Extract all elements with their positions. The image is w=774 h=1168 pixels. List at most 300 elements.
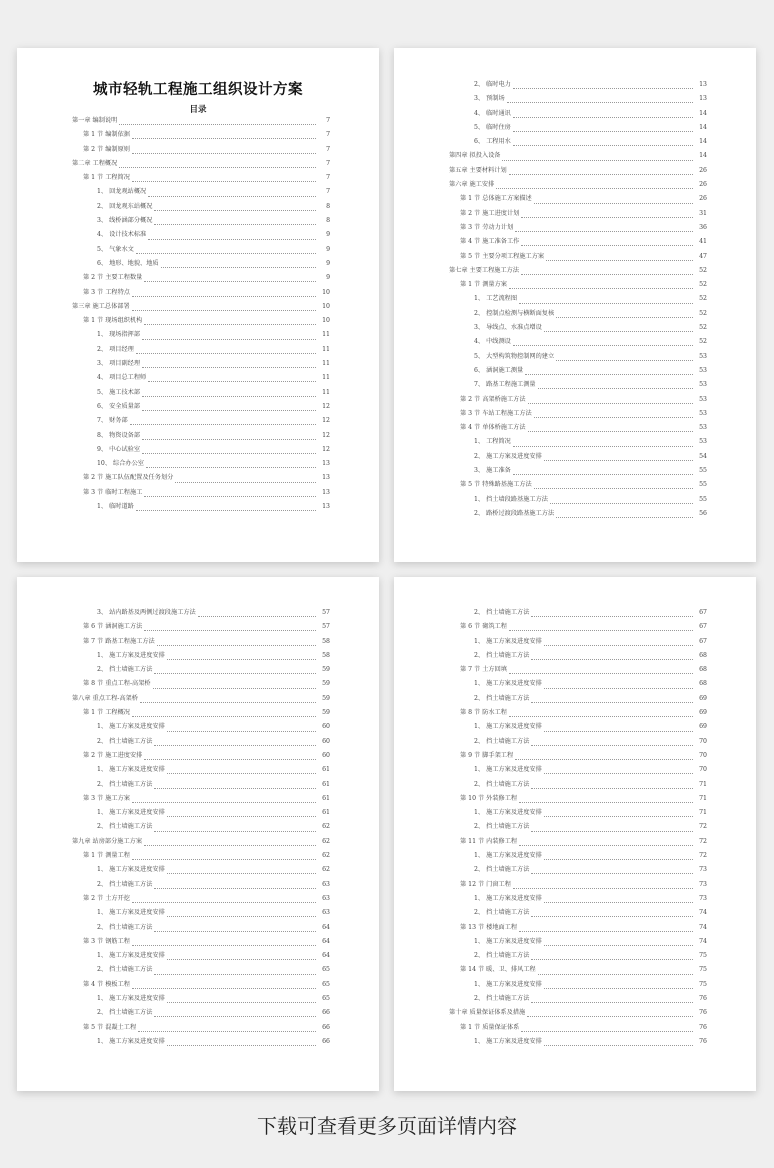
toc-entry[interactable] <box>394 408 756 422</box>
toc-entry[interactable] <box>394 922 756 936</box>
toc-leader-dots <box>527 1011 693 1017</box>
toc-entry[interactable] <box>394 150 756 164</box>
toc-entry[interactable] <box>394 779 756 793</box>
toc-entry[interactable] <box>394 1036 756 1050</box>
toc-entry[interactable] <box>17 721 379 735</box>
toc-entry-page-number: 69 <box>699 709 707 717</box>
toc-entry[interactable] <box>17 129 379 143</box>
toc-entry[interactable] <box>17 621 379 635</box>
toc-entry[interactable] <box>394 108 756 122</box>
toc-entry-page-number: 75 <box>699 966 707 974</box>
toc-entry[interactable] <box>394 821 756 835</box>
toc-entry[interactable] <box>394 879 756 893</box>
toc-leader-dots <box>142 405 316 411</box>
toc-entry[interactable] <box>394 678 756 692</box>
toc-entry-page-number: 7 <box>326 145 330 153</box>
toc-entry-page-number: 75 <box>699 952 707 960</box>
toc-entry[interactable] <box>394 793 756 807</box>
toc-entry[interactable] <box>394 636 756 650</box>
toc-entry[interactable] <box>17 864 379 878</box>
toc-leader-dots <box>513 469 693 475</box>
toc-entry[interactable] <box>394 322 756 336</box>
toc-entry[interactable] <box>394 365 756 379</box>
toc-leader-dots <box>154 205 316 211</box>
toc-leader-dots <box>525 369 693 375</box>
toc-entry-title: 4、 项目总工程师 <box>97 374 147 382</box>
toc-leader-dots <box>154 969 316 975</box>
document-page-3 <box>17 577 379 1091</box>
toc-entry[interactable] <box>394 650 756 664</box>
toc-entry-page-number: 73 <box>699 866 707 874</box>
toc-leader-dots <box>544 726 693 732</box>
toc-entry[interactable] <box>17 315 379 329</box>
toc-entry[interactable] <box>17 636 379 650</box>
toc-entry-page-number: 60 <box>322 737 330 745</box>
toc-entry-page-number: 58 <box>322 637 330 645</box>
toc-entry-page-number: 7 <box>326 117 330 124</box>
toc-entry[interactable] <box>17 215 379 229</box>
toc-entry[interactable] <box>394 836 756 850</box>
toc-entry[interactable] <box>394 693 756 707</box>
toc-entry-page-number: 64 <box>322 937 330 945</box>
toc-entry[interactable] <box>17 678 379 692</box>
toc-entry-title: 2、 回龙观东站概况 <box>97 202 153 210</box>
toc-leader-dots <box>519 926 693 932</box>
toc-entry-page-number: 72 <box>699 852 707 860</box>
toc-entry-title: 1、 施工方案及进度安排 <box>97 952 165 960</box>
toc-entry-page-number: 8 <box>326 217 330 225</box>
toc-entry[interactable] <box>17 172 379 186</box>
toc-leader-dots <box>136 348 316 354</box>
toc-entry[interactable] <box>394 850 756 864</box>
toc-leader-dots <box>153 683 316 689</box>
toc-entry[interactable] <box>394 907 756 921</box>
toc-leader-dots <box>138 1026 316 1032</box>
toc-entry-page-number: 68 <box>699 680 707 688</box>
toc-entry[interactable] <box>17 964 379 978</box>
toc-entry[interactable] <box>394 864 756 878</box>
toc-entry-title: 7、 财务部 <box>97 417 128 425</box>
toc-entry[interactable] <box>17 907 379 921</box>
toc-leader-dots <box>167 997 316 1003</box>
toc-entry[interactable] <box>394 451 756 465</box>
toc-entry[interactable] <box>394 736 756 750</box>
toc-entry[interactable] <box>394 607 756 621</box>
toc-entry-page-number: 13 <box>322 488 330 496</box>
toc-entry-title: 2、 施工方案及进度安排 <box>474 452 542 460</box>
toc-entry[interactable] <box>17 144 379 158</box>
toc-entry[interactable] <box>17 401 379 415</box>
toc-entry-page-number: 52 <box>699 324 707 332</box>
toc-leader-dots <box>507 97 693 103</box>
toc-entry-title: 1、 施工方案及进度安排 <box>474 852 542 860</box>
toc-entry[interactable] <box>17 487 379 501</box>
toc-entry-page-number: 9 <box>326 245 330 253</box>
toc-entry-page-number: 26 <box>699 195 707 203</box>
toc-entry-page-number: 67 <box>699 623 707 631</box>
toc-entry-page-number: 12 <box>322 431 330 439</box>
toc-entry[interactable] <box>394 807 756 821</box>
toc-entry-page-number: 14 <box>699 109 707 117</box>
toc-leader-dots <box>132 148 316 154</box>
toc-entry-page-number: 8 <box>326 202 330 210</box>
toc-entry-title: 第一章 编制说明 <box>72 117 118 124</box>
toc-leader-dots <box>528 398 693 404</box>
toc-entry[interactable] <box>17 287 379 301</box>
toc-entry[interactable] <box>17 750 379 764</box>
toc-entry-title: 1、 施工方案及进度安排 <box>474 894 542 902</box>
toc-entry[interactable] <box>17 1022 379 1036</box>
toc-leader-dots <box>544 897 693 903</box>
toc-entry-title: 第 1 节 工程概况 <box>83 709 130 717</box>
toc-entry[interactable] <box>394 79 756 93</box>
toc-entry-title: 第 9 节 脚手架工程 <box>460 751 514 759</box>
toc-entry-page-number: 41 <box>699 238 707 246</box>
toc-entry[interactable] <box>394 93 756 107</box>
toc-entry-title: 第 8 节 防水工程 <box>460 709 507 717</box>
toc-entry-page-number: 64 <box>322 923 330 931</box>
toc-entry-page-number: 71 <box>699 809 707 817</box>
toc-entry-page-number: 76 <box>699 995 707 1003</box>
toc-leader-dots <box>161 262 316 268</box>
toc-leader-dots <box>544 455 693 461</box>
toc-entry[interactable] <box>17 650 379 664</box>
toc-entry-title: 5、 大型构筑物控制网的建立 <box>474 352 555 360</box>
toc-entry-page-number: 36 <box>699 223 707 231</box>
toc-entry[interactable] <box>17 736 379 750</box>
toc-leader-dots <box>132 983 316 989</box>
toc-entry-page-number: 52 <box>699 338 707 346</box>
toc-leader-dots <box>148 234 316 240</box>
toc-entry[interactable] <box>17 186 379 200</box>
toc-entry-page-number: 66 <box>322 1009 330 1017</box>
toc-entry[interactable] <box>17 850 379 864</box>
toc-leader-dots <box>146 462 316 468</box>
toc-entry-page-number: 62 <box>322 823 330 831</box>
toc-entry-title: 第 2 节 施工进度安排 <box>83 751 143 759</box>
toc-entry[interactable] <box>394 165 756 179</box>
toc-entry[interactable] <box>17 501 379 515</box>
toc-entry-title: 1、 施工方案及进度安排 <box>97 909 165 917</box>
toc-entry-page-number: 53 <box>699 352 707 360</box>
toc-entry-page-number: 7 <box>326 174 330 182</box>
toc-entry-title: 第 2 节 编制原则 <box>83 145 130 153</box>
toc-entry-title: 第 1 节 工程简况 <box>83 174 130 182</box>
toc-entry-title: 第九章 站房部分施工方案 <box>72 837 143 845</box>
toc-entry[interactable] <box>394 621 756 635</box>
toc-entry[interactable] <box>17 115 379 129</box>
toc-entry-page-number: 67 <box>699 609 707 616</box>
toc-entry-title: 2、 挡土墙施工方法 <box>474 609 530 616</box>
toc-entry[interactable] <box>394 122 756 136</box>
toc-leader-dots <box>515 754 693 760</box>
toc-entry[interactable] <box>17 879 379 893</box>
toc-entry[interactable] <box>394 394 756 408</box>
toc-entry-title: 第 6 节 涵洞施工方法 <box>83 623 143 631</box>
toc-entry-title: 第 12 节 门窗工程 <box>460 880 511 888</box>
toc-entry[interactable] <box>17 821 379 835</box>
toc-entry-page-number: 13 <box>699 81 707 88</box>
toc-entry[interactable] <box>394 664 756 678</box>
toc-entry[interactable] <box>394 193 756 207</box>
toc-entry[interactable] <box>17 607 379 621</box>
toc-entry[interactable] <box>394 379 756 393</box>
toc-entry-page-number: 14 <box>699 152 707 160</box>
toc-entry[interactable] <box>394 979 756 993</box>
toc-leader-dots <box>513 340 693 346</box>
toc-entry[interactable] <box>17 444 379 458</box>
toc-entry-title: 2、 临时电力 <box>474 81 511 88</box>
toc-leader-dots <box>534 483 693 489</box>
toc-entry[interactable] <box>394 750 756 764</box>
toc-entry-page-number: 56 <box>699 509 707 517</box>
toc-leader-dots <box>167 726 316 732</box>
toc-entry-title: 第 10 节 外装修工程 <box>460 794 518 802</box>
toc-entry-page-number: 76 <box>699 1023 707 1031</box>
toc-entry[interactable] <box>17 807 379 821</box>
toc-leader-dots <box>531 868 693 874</box>
toc-leader-dots <box>144 625 316 631</box>
toc-entry-page-number: 63 <box>322 909 330 917</box>
toc-leader-dots <box>531 740 693 746</box>
toc-entry-title: 第八章 重点工程-高架桥 <box>72 694 138 702</box>
toc-entry-title: 第 2 节 土方开挖 <box>83 894 130 902</box>
toc-entry[interactable] <box>394 236 756 250</box>
toc-entry[interactable] <box>17 979 379 993</box>
toc-entry[interactable] <box>394 351 756 365</box>
toc-entry[interactable] <box>394 136 756 150</box>
toc-entry-page-number: 61 <box>322 766 330 774</box>
toc-entry-title: 2、 路桥过渡段路基施工方法 <box>474 509 555 517</box>
toc-entry[interactable] <box>394 222 756 236</box>
toc-leader-dots <box>144 319 316 325</box>
toc-leader-dots <box>144 491 316 497</box>
toc-entry[interactable] <box>17 387 379 401</box>
toc-entry-page-number: 61 <box>322 794 330 802</box>
toc-entry-title: 第 1 节 总体施工方案描述 <box>460 195 532 203</box>
toc-entry-title: 第五章 主要材料计划 <box>449 166 507 174</box>
toc-entry[interactable] <box>17 950 379 964</box>
toc-leader-dots <box>509 711 693 717</box>
toc-entry[interactable] <box>17 764 379 778</box>
toc-leader-dots <box>521 269 693 275</box>
toc-leader-dots <box>148 376 316 382</box>
toc-entry[interactable] <box>394 1022 756 1036</box>
toc-entry[interactable] <box>394 208 756 222</box>
toc-leader-dots <box>154 219 316 225</box>
toc-entry-page-number: 76 <box>699 1037 707 1045</box>
toc-entry-page-number: 53 <box>699 424 707 432</box>
toc-heading: 目录 <box>189 105 207 115</box>
toc-entry[interactable] <box>394 465 756 479</box>
toc-entry[interactable] <box>17 993 379 1007</box>
toc-entry-page-number: 71 <box>699 794 707 802</box>
toc-entry-title: 1、 施工方案及进度安排 <box>97 809 165 817</box>
toc-leader-dots <box>528 426 693 432</box>
toc-entry-title: 1、 施工方案及进度安排 <box>97 1037 165 1045</box>
toc-entry-title: 5、 气象水文 <box>97 245 134 253</box>
toc-entry[interactable] <box>17 1007 379 1021</box>
toc-entry-title: 第 7 节 路基工程施工方法 <box>83 637 155 645</box>
toc-entry-page-number: 11 <box>322 345 330 353</box>
toc-entry-page-number: 14 <box>699 123 707 131</box>
toc-entry-page-number: 70 <box>699 751 707 759</box>
toc-entry[interactable] <box>17 244 379 258</box>
toc-leader-dots <box>167 654 316 660</box>
toc-entry[interactable] <box>17 430 379 444</box>
toc-entry-title: 2、 挡土墙施工方法 <box>474 694 530 702</box>
toc-entry-title: 第 3 节 工程特点 <box>83 288 130 296</box>
toc-entry-title: 2、 挡土墙施工方法 <box>97 1009 153 1017</box>
toc-entry-title: 第七章 主要工程施工方法 <box>449 266 520 274</box>
toc-entry[interactable] <box>17 1036 379 1050</box>
download-prompt[interactable]: 下载可查看更多页面详情内容 <box>257 1114 517 1138</box>
toc-entry-page-number: 74 <box>699 909 707 917</box>
toc-entry-page-number: 12 <box>322 402 330 410</box>
toc-entry[interactable] <box>17 272 379 286</box>
toc-entry-title: 2、 挡土墙施工方法 <box>474 823 530 831</box>
toc-leader-dots <box>502 155 693 161</box>
toc-entry[interactable] <box>17 458 379 472</box>
toc-entry[interactable] <box>17 301 379 315</box>
toc-leader-dots <box>544 1040 693 1046</box>
toc-entry-page-number: 9 <box>326 231 330 239</box>
toc-entry[interactable] <box>394 422 756 436</box>
toc-entry-title: 1、 施工方案及进度安排 <box>474 809 542 817</box>
toc-entry[interactable] <box>17 158 379 172</box>
toc-entry[interactable] <box>394 707 756 721</box>
toc-entry[interactable] <box>17 707 379 721</box>
toc-leader-dots <box>531 654 693 660</box>
toc-entry[interactable] <box>17 415 379 429</box>
toc-entry[interactable] <box>394 293 756 307</box>
toc-entry[interactable] <box>394 308 756 322</box>
toc-entry[interactable] <box>17 372 379 386</box>
toc-entry[interactable] <box>17 836 379 850</box>
toc-leader-dots <box>519 840 693 846</box>
toc-entry-title: 第四章 拟投入设备 <box>449 152 501 160</box>
toc-entry-title: 第 2 节 主要工程数量 <box>83 274 143 282</box>
toc-entry-title: 第十章 质量保证体系及措施 <box>449 1009 526 1017</box>
toc-entry[interactable] <box>17 329 379 343</box>
toc-leader-dots <box>521 212 693 218</box>
toc-entry-title: 8、 物资设备部 <box>97 431 141 439</box>
toc-entry-title: 2、 控制点检测与横断面复核 <box>474 309 555 317</box>
toc-leader-dots <box>132 133 316 139</box>
toc-entry-title: 第 3 节 劳动力计划 <box>460 223 514 231</box>
toc-entry-title: 第 5 节 特殊路基施工方法 <box>460 481 532 489</box>
toc-entry-title: 第 1 节 现场组织机构 <box>83 317 143 325</box>
toc-entry-title: 第三章 施工总体部署 <box>72 302 130 310</box>
toc-entry[interactable] <box>394 764 756 778</box>
toc-entry[interactable] <box>17 344 379 358</box>
toc-leader-dots <box>157 640 316 646</box>
toc-leader-dots <box>132 940 316 946</box>
toc-entry[interactable] <box>394 721 756 735</box>
toc-leader-dots <box>531 997 693 1003</box>
toc-leader-dots <box>132 797 316 803</box>
toc-entry[interactable] <box>394 893 756 907</box>
toc-leader-dots <box>496 183 693 189</box>
toc-entry-page-number: 53 <box>699 395 707 403</box>
toc-entry-title: 第六章 施工安排 <box>449 181 495 189</box>
toc-leader-dots <box>132 897 316 903</box>
toc-entry[interactable] <box>394 508 756 522</box>
toc-entry[interactable] <box>394 479 756 493</box>
toc-entry[interactable] <box>394 993 756 1007</box>
toc-leader-dots <box>519 797 693 803</box>
toc-entry[interactable] <box>17 664 379 678</box>
toc-entry[interactable] <box>394 936 756 950</box>
toc-entry[interactable] <box>17 258 379 272</box>
toc-leader-dots <box>509 169 693 175</box>
toc-entry[interactable] <box>17 893 379 907</box>
toc-leader-dots <box>556 355 693 361</box>
toc-leader-dots <box>515 226 693 232</box>
toc-entry-page-number: 70 <box>699 737 707 745</box>
toc-entry[interactable] <box>17 793 379 807</box>
toc-leader-dots <box>167 1040 316 1046</box>
toc-entry-title: 第 4 节 施工准备工作 <box>460 238 520 246</box>
toc-entry-title: 2、 挡土墙施工方法 <box>474 866 530 874</box>
toc-entry[interactable] <box>394 494 756 508</box>
toc-entry[interactable] <box>17 358 379 372</box>
toc-list <box>394 607 756 1050</box>
toc-entry[interactable] <box>17 936 379 950</box>
toc-entry-page-number: 11 <box>322 360 330 368</box>
toc-entry[interactable] <box>394 265 756 279</box>
toc-entry-page-number: 74 <box>699 937 707 945</box>
toc-entry[interactable] <box>17 693 379 707</box>
toc-leader-dots <box>154 740 316 746</box>
toc-leader-dots <box>556 512 693 518</box>
toc-leader-dots <box>148 191 316 197</box>
toc-entry-page-number: 13 <box>322 503 330 511</box>
toc-leader-dots <box>154 883 316 889</box>
toc-entry[interactable] <box>394 179 756 193</box>
toc-entry[interactable] <box>17 201 379 215</box>
toc-entry[interactable] <box>394 964 756 978</box>
toc-leader-dots <box>531 826 693 832</box>
toc-entry[interactable] <box>17 922 379 936</box>
toc-leader-dots <box>142 334 316 340</box>
toc-entry-title: 第 3 节 车站工程施工方法 <box>460 409 532 417</box>
toc-entry-page-number: 12 <box>322 445 330 453</box>
toc-entry-page-number: 52 <box>699 281 707 289</box>
toc-entry[interactable] <box>394 950 756 964</box>
toc-entry-title: 4、 临时通讯 <box>474 109 511 117</box>
toc-entry[interactable] <box>394 1007 756 1021</box>
toc-leader-dots <box>132 291 316 297</box>
toc-entry[interactable] <box>17 472 379 486</box>
toc-entry-page-number: 68 <box>699 651 707 659</box>
toc-entry-title: 1、 施工方案及进度安排 <box>97 723 165 731</box>
toc-entry-title: 第 1 节 编制依据 <box>83 131 130 139</box>
toc-entry[interactable] <box>394 251 756 265</box>
toc-entry[interactable] <box>394 436 756 450</box>
toc-leader-dots <box>509 283 693 289</box>
toc-entry[interactable] <box>17 779 379 793</box>
toc-entry-page-number: 61 <box>322 809 330 817</box>
toc-entry[interactable] <box>394 279 756 293</box>
toc-entry-title: 5、 施工技术部 <box>97 388 141 396</box>
toc-entry[interactable] <box>17 229 379 243</box>
toc-entry[interactable] <box>394 336 756 350</box>
toc-leader-dots <box>154 783 316 789</box>
toc-leader-dots <box>142 448 316 454</box>
toc-entry-page-number: 10 <box>322 288 330 296</box>
toc-entry-page-number: 53 <box>699 381 707 389</box>
